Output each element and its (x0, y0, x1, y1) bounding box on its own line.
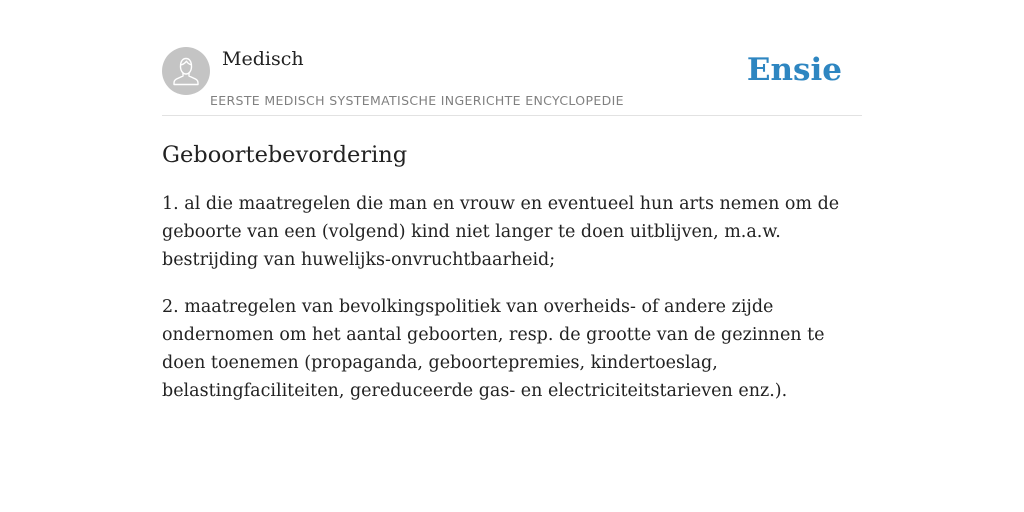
page-container (162, 46, 862, 405)
user-silhouette-icon (162, 47, 210, 95)
definition-paragraph-2: 2. maatregelen van bevolkingspolitiek van overheids- of andere zijde ondernomen om het aantal geboorten, resp. de grootte van de gezinnen te doen toenemen (propaganda, geboortepremies, kindertoeslag, belastingfaciliteiten, gereduceerde gas- en electriciteitstarieven enz.). (162, 297, 825, 401)
page-header (162, 46, 862, 116)
source-name[interactable]: Medisch (222, 48, 304, 70)
site-logo[interactable]: Ensie (746, 52, 842, 88)
source-subtitle: EERSTE MEDISCH SYSTEMATISCHE INGERICHTE ENCYCLOPEDIE (210, 93, 624, 108)
definition-paragraph-1: 1. al die maatregelen die man en vrouw en eventueel hun arts nemen om de geboorte van een (volgend) kind niet langer te doen uitblijven, m.a.w. bestrijding van huwelijks-onvruchtbaarheid; (162, 194, 840, 270)
source-avatar[interactable] (162, 47, 210, 95)
article-title: Geboortebevordering (162, 142, 408, 168)
